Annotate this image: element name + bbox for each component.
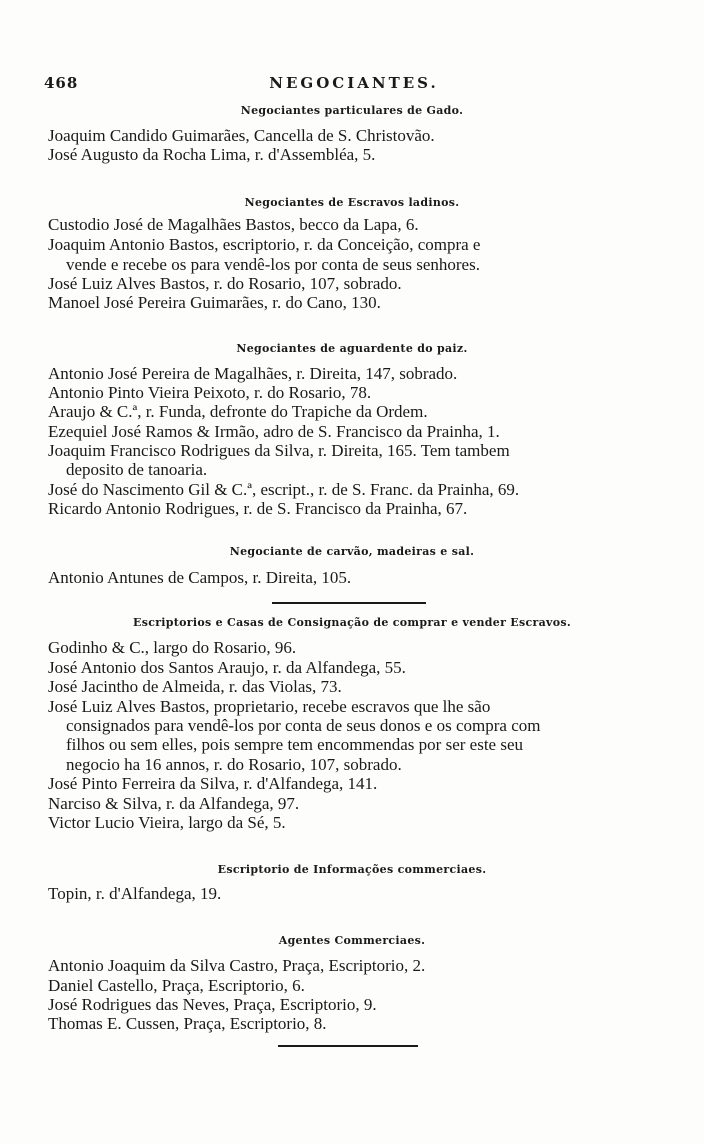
entry-line: Ezequiel José Ramos & Irmão, adro de S. Francisco da Prainha, 1. <box>48 422 500 441</box>
entry-line: Ricardo Antonio Rodrigues, r. de S. Francisco da Prainha, 67. <box>48 499 468 518</box>
section-heading-aguardente: Negociantes de aguardente do paiz. <box>236 342 468 355</box>
entry-line-continued: consignados para vendê-los por conta de seus donos e os compra com <box>66 716 541 735</box>
entry-line: José Luiz Alves Bastos, proprietario, recebe escravos que lhe são <box>48 697 491 716</box>
page-header <box>44 74 664 98</box>
entry-line-continued: deposito de tanoaria. <box>66 460 208 479</box>
entry-line: José do Nascimento Gil & C.ª, escript., r. de S. Franc. da Prainha, 69. <box>48 480 520 499</box>
entry-line: Narciso & Silva, r. da Alfandega, 97. <box>48 794 300 813</box>
entry-line-continued: filhos ou sem elles, pois sempre tem encommendas por ser este seu <box>66 735 523 754</box>
entry-line: José Jacintho de Almeida, r. das Violas, 73. <box>48 677 342 696</box>
entry-line: José Luiz Alves Bastos, r. do Rosario, 107, sobrado. <box>48 274 402 293</box>
entry-line: Joaquim Candido Guimarães, Cancella de S. Christovão. <box>48 126 435 145</box>
entry-line: Victor Lucio Vieira, largo da Sé, 5. <box>48 813 286 832</box>
entry-line: Araujo & C.ª, r. Funda, defronte do Trapiche da Ordem. <box>48 402 428 421</box>
section-heading-informacoes: Escriptorio de Informações commerciaes. <box>217 863 487 876</box>
entry-line: Daniel Castello, Praça, Escriptorio, 6. <box>48 976 305 995</box>
entry-line: Godinho & C., largo do Rosario, 96. <box>48 638 297 657</box>
entry-line-continued: negocio ha 16 annos, r. do Rosario, 107, sobrado. <box>66 755 402 774</box>
section-divider <box>272 602 426 604</box>
entry-line: Antonio Pinto Vieira Peixoto, r. do Rosario, 78. <box>48 383 372 402</box>
section-heading-carvao: Negociante de carvão, madeiras e sal. <box>229 545 475 558</box>
entry-line: José Antonio dos Santos Araujo, r. da Alfandega, 55. <box>48 658 406 677</box>
entry-line: José Rodrigues das Neves, Praça, Escriptorio, 9. <box>48 995 377 1014</box>
page-number: 468 <box>44 74 79 92</box>
section-heading-escravos: Negociantes de Escravos ladinos. <box>244 196 460 209</box>
entry-line: Joaquim Antonio Bastos, escriptorio, r. da Conceição, compra e <box>48 235 481 254</box>
entry-line: Joaquim Francisco Rodrigues da Silva, r. Direita, 165. Tem tambem <box>48 441 510 460</box>
section-heading-consignacao: Escriptorios e Casas de Consignação de comprar e vender Escravos. <box>133 616 571 629</box>
entry-line: José Augusto da Rocha Lima, r. d'Assembléa, 5. <box>48 145 376 164</box>
entry-line: Manoel José Pereira Guimarães, r. do Cano, 130. <box>48 293 381 312</box>
entry-line: Antonio José Pereira de Magalhães, r. Direita, 147, sobrado. <box>48 364 458 383</box>
entry-line: Thomas E. Cussen, Praça, Escriptorio, 8. <box>48 1014 327 1033</box>
section-heading-agentes: Agentes Commerciaes. <box>278 934 426 947</box>
entry-line: Antonio Antunes de Campos, r. Direita, 105. <box>48 568 352 587</box>
entry-line: José Pinto Ferreira da Silva, r. d'Alfandega, 141. <box>48 774 378 793</box>
entry-line-continued: vende e recebe os para vendê-los por conta de seus senhores. <box>66 255 480 274</box>
running-title: NEGOCIANTES. <box>269 74 439 92</box>
section-divider <box>278 1045 418 1047</box>
section-heading-gado: Negociantes particulares de Gado. <box>240 104 464 117</box>
entry-line: Custodio José de Magalhães Bastos, becco da Lapa, 6. <box>48 215 419 234</box>
entry-line: Antonio Joaquim da Silva Castro, Praça, Escriptorio, 2. <box>48 956 426 975</box>
entry-line: Topin, r. d'Alfandega, 19. <box>48 884 222 903</box>
